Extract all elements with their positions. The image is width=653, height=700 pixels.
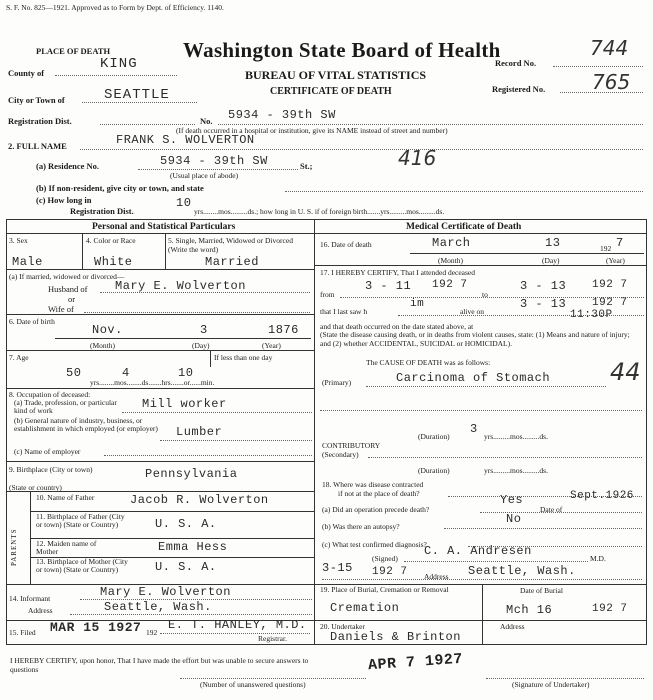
certificate-label: CERTIFICATE OF DEATH bbox=[270, 86, 392, 97]
dod-month-label: (Month) bbox=[438, 256, 463, 265]
autopsy-label: (b) Was there an autopsy? bbox=[322, 522, 400, 531]
last-seen-year: 192 7 bbox=[592, 297, 628, 309]
last-saw-label: that I last saw h bbox=[320, 307, 368, 316]
burial-year: 192 7 bbox=[592, 603, 628, 615]
form-number: S. F. No. 825—1921. Approved as to Form by Dept. of Efficiency. 1140. bbox=[6, 3, 224, 12]
undertaker-name: Daniels & Brinton bbox=[330, 630, 461, 644]
registrar-name: E. T. HANLEY, M.D. bbox=[168, 618, 307, 632]
dod-day: 13 bbox=[545, 236, 561, 250]
autopsy-value: No bbox=[506, 512, 522, 526]
dob-year-label: (Year) bbox=[262, 341, 281, 350]
last-seen-date: 3 - 13 bbox=[520, 297, 567, 311]
usual-place-note: (Usual place of abode) bbox=[170, 171, 239, 180]
occurred-label: and that death occurred on the date stated above, at bbox=[320, 322, 474, 331]
residence: 5934 - 39th SW bbox=[160, 154, 268, 168]
reg-no-label: No. bbox=[200, 116, 213, 126]
occ-b-label: (b) General nature of industry, business, or establishment in which employed (or employer) bbox=[14, 416, 158, 433]
operation-date: Sept.1926 bbox=[570, 490, 634, 502]
how-long-rest: yrs........mos.........ds.; how long in U. S. if of foreign birth.......yrs.........mos.........ds. bbox=[194, 207, 445, 216]
attended-from-year: 192 7 bbox=[432, 279, 468, 291]
county-value: KING bbox=[100, 56, 138, 72]
age-label: 7. Age bbox=[9, 353, 29, 362]
occ-a-label: (a) Trade, profession, or particular kind of work bbox=[14, 398, 117, 415]
reg-dist-label: Registration Dist. bbox=[8, 116, 72, 126]
dob-day-label: (Day) bbox=[192, 341, 210, 350]
color-label: 4. Color or Race bbox=[86, 236, 136, 245]
parents-label: PARENTS bbox=[10, 528, 18, 566]
informant-label: 14. Informant bbox=[9, 594, 51, 603]
sex-label: 3. Sex bbox=[9, 236, 28, 245]
full-name: FRANK S. WOLVERTON bbox=[116, 133, 255, 147]
ward-number: 416 bbox=[398, 146, 437, 170]
last-saw-pronoun: im bbox=[410, 298, 425, 310]
age-years: 50 bbox=[66, 366, 82, 380]
dod-label: 16. Date of death bbox=[320, 240, 372, 249]
spouse-label: (a) If married, widowed or divorced— bbox=[9, 272, 125, 281]
dod-year: 7 bbox=[616, 236, 624, 250]
duration2-units: yrs.........mos.........ds. bbox=[484, 466, 548, 475]
nonresident-label: (b) If non-resident, give city or town, and state bbox=[36, 183, 204, 193]
bureau-label: BUREAU OF VITAL STATISTICS bbox=[245, 68, 427, 82]
cause-label: The CAUSE OF DEATH was as follows: bbox=[366, 358, 491, 367]
or-label: or bbox=[68, 294, 76, 304]
reg-address: 5934 - 39th SW bbox=[228, 108, 336, 122]
contributory-label: CONTRIBUTORY bbox=[322, 441, 381, 450]
sex-value: Male bbox=[12, 255, 43, 269]
secondary-label: (Secondary) bbox=[322, 450, 359, 459]
age-units: yrs........mos........ds.......hrs.......or......min. bbox=[90, 378, 215, 387]
spouse-name: Mary E. Wolverton bbox=[115, 279, 246, 293]
dod-day-label: (Day) bbox=[542, 256, 560, 265]
primary-label: (Primary) bbox=[322, 378, 352, 387]
residence-label: (a) Residence No. bbox=[36, 161, 100, 171]
dod-year-label: (Year) bbox=[606, 256, 625, 265]
informant-address: Seattle, Wash. bbox=[104, 600, 212, 614]
signed-label: (Signed) bbox=[372, 554, 398, 563]
attended-from: 3 - 11 bbox=[365, 279, 412, 293]
q18-label: 18. Where was disease contracted bbox=[322, 480, 424, 489]
certify-label: 17. I HEREBY CERTIFY, That I attended deceased bbox=[320, 268, 476, 277]
record-no: 744 bbox=[590, 36, 629, 60]
marital-label: 5. Single, Married, Widowed or Divorced (Write the word) bbox=[168, 236, 293, 254]
color-value: White bbox=[94, 255, 133, 269]
registered-no: 765 bbox=[592, 70, 631, 94]
how-long-label: (c) How long in bbox=[36, 195, 92, 205]
q18-sub-label: if not at the place of death? bbox=[338, 489, 420, 498]
md-label: M.D. bbox=[590, 554, 606, 563]
physician-name: C. A. Andresen bbox=[424, 544, 532, 558]
from-label: from bbox=[320, 290, 335, 299]
mother-birthplace-label: 13. Birthplace of Mother (City or town) (State or Country) bbox=[36, 557, 128, 574]
signed-year: 192 7 bbox=[372, 566, 408, 578]
dod-year-prefix: 192 bbox=[600, 244, 612, 253]
burial-date: Mch 16 bbox=[506, 603, 553, 617]
occupation-label: 8. Occupation of deceased: bbox=[9, 390, 91, 399]
dob-month-label: (Month) bbox=[90, 341, 115, 350]
city-value: SEATTLE bbox=[104, 87, 170, 103]
age-days: 10 bbox=[178, 366, 194, 380]
personal-heading: Personal and Statistical Particulars bbox=[92, 222, 236, 232]
primary-cause: Carcinoma of Stomach bbox=[396, 371, 551, 385]
father-birthplace-label: 11. Birthplace of Father (City or town) (State or Country) bbox=[36, 512, 125, 529]
duration-units: yrs.........mos.........ds. bbox=[484, 432, 548, 441]
filed-date: MAR 15 1927 bbox=[50, 620, 142, 635]
birthplace-value: Pennsylvania bbox=[145, 467, 238, 481]
cause-code: 44 bbox=[610, 358, 641, 386]
time-of-death: 11:30P bbox=[570, 309, 613, 321]
operation-date-label: Date of bbox=[540, 505, 563, 514]
mother-name: Emma Hess bbox=[158, 540, 228, 554]
to-label: to bbox=[482, 290, 488, 299]
document-title: Washington State Board of Health bbox=[183, 38, 501, 62]
hospital-note: (If death occurred in a hospital or institution, give its NAME instead of street and number) bbox=[176, 126, 448, 135]
operation-label: (a) Did an operation precede death? bbox=[322, 505, 430, 514]
filed-label: 15. Filed bbox=[9, 628, 36, 637]
father-name-label: 10. Name of Father bbox=[36, 493, 95, 502]
occupation-value: Mill worker bbox=[142, 397, 227, 411]
duration-value: 3 bbox=[470, 422, 478, 436]
informant-name: Mary E. Wolverton bbox=[100, 585, 231, 599]
birthplace-state-label: (State or country) bbox=[9, 483, 62, 492]
husband-label: Husband of bbox=[48, 284, 88, 294]
filed-suffix: 192 bbox=[146, 628, 158, 637]
father-birthplace: U. S. A. bbox=[155, 517, 217, 531]
dob-day: 3 bbox=[200, 323, 208, 337]
undertaker-label: 20. Undertaker bbox=[320, 622, 365, 631]
footer-certify: I HEREBY CERTIFY, upon honor, That I have made the effort but was unable to secure answers to questions bbox=[10, 656, 309, 674]
operation-value: Yes bbox=[500, 493, 524, 507]
registrar-label: Registrar. bbox=[258, 634, 287, 643]
occ-c-label: (c) Name of employer bbox=[14, 447, 81, 456]
unanswered-label: (Number of unanswered questions) bbox=[200, 680, 306, 689]
duration2-label: (Duration) bbox=[418, 466, 450, 475]
marital-value: Married bbox=[205, 255, 259, 269]
county-label: County of bbox=[8, 68, 45, 78]
undertaker-signature-label: (Signature of Undertaker) bbox=[512, 680, 590, 689]
informant-address-label: Address bbox=[28, 606, 53, 615]
burial-date-label: Date of Burial bbox=[520, 586, 563, 595]
record-no-label: Record No. bbox=[495, 58, 537, 68]
full-name-label: 2. FULL NAME bbox=[8, 141, 67, 151]
attended-to-year: 192 7 bbox=[592, 279, 628, 291]
undertaker-address-label: Address bbox=[500, 622, 525, 631]
diagnosis-test-label: (c) What test confirmed diagnosis? bbox=[322, 540, 427, 549]
burial-value: Cremation bbox=[330, 601, 400, 615]
less-than-day-label: If less than one day bbox=[214, 353, 273, 362]
attended-to: 3 - 13 bbox=[520, 279, 567, 293]
reg-dist-label-2: Registration Dist. bbox=[70, 206, 134, 216]
years-in-dist: 10 bbox=[176, 196, 192, 210]
registered-no-label: Registered No. bbox=[492, 84, 546, 94]
physician-address: Seattle, Wash. bbox=[468, 564, 576, 578]
city-label: City or Town of bbox=[8, 95, 65, 105]
medical-heading: Medical Certificate of Death bbox=[406, 222, 522, 232]
dob-label: 6. Date of birth bbox=[9, 317, 55, 326]
age-months: 4 bbox=[122, 366, 130, 380]
dob-year: 1876 bbox=[268, 323, 299, 337]
duration-label: (Duration) bbox=[418, 432, 450, 441]
mother-name-label: 12. Maiden name of Mother bbox=[36, 539, 97, 556]
signed-date: 3-15 bbox=[322, 561, 353, 575]
dob-month: Nov. bbox=[92, 323, 123, 337]
wife-label: Wife of bbox=[48, 304, 74, 314]
industry-value: Lumber bbox=[176, 425, 223, 439]
received-stamp: APR 7 1927 bbox=[367, 650, 464, 675]
state-disease-note: (State the disease causing death, or in deaths from violent causes, state: (1) Means and nature of injury; and (2) whether ACCIDENTAL, SUICIDAL or HOMICIDAL). bbox=[320, 330, 630, 348]
mother-birthplace: U. S. A. bbox=[155, 560, 217, 574]
st-label: St.; bbox=[300, 161, 313, 171]
physician-address-label: Address bbox=[424, 572, 449, 581]
father-name: Jacob R. Wolverton bbox=[130, 493, 269, 507]
alive-label: alive on bbox=[460, 307, 484, 316]
place-of-death-label: PLACE OF DEATH bbox=[36, 46, 111, 56]
dod-month: March bbox=[432, 236, 471, 250]
birthplace-label: 9. Birthplace (City or town) bbox=[9, 465, 93, 474]
burial-label: 19. Place of Burial, Cremation or Removal bbox=[320, 585, 449, 594]
